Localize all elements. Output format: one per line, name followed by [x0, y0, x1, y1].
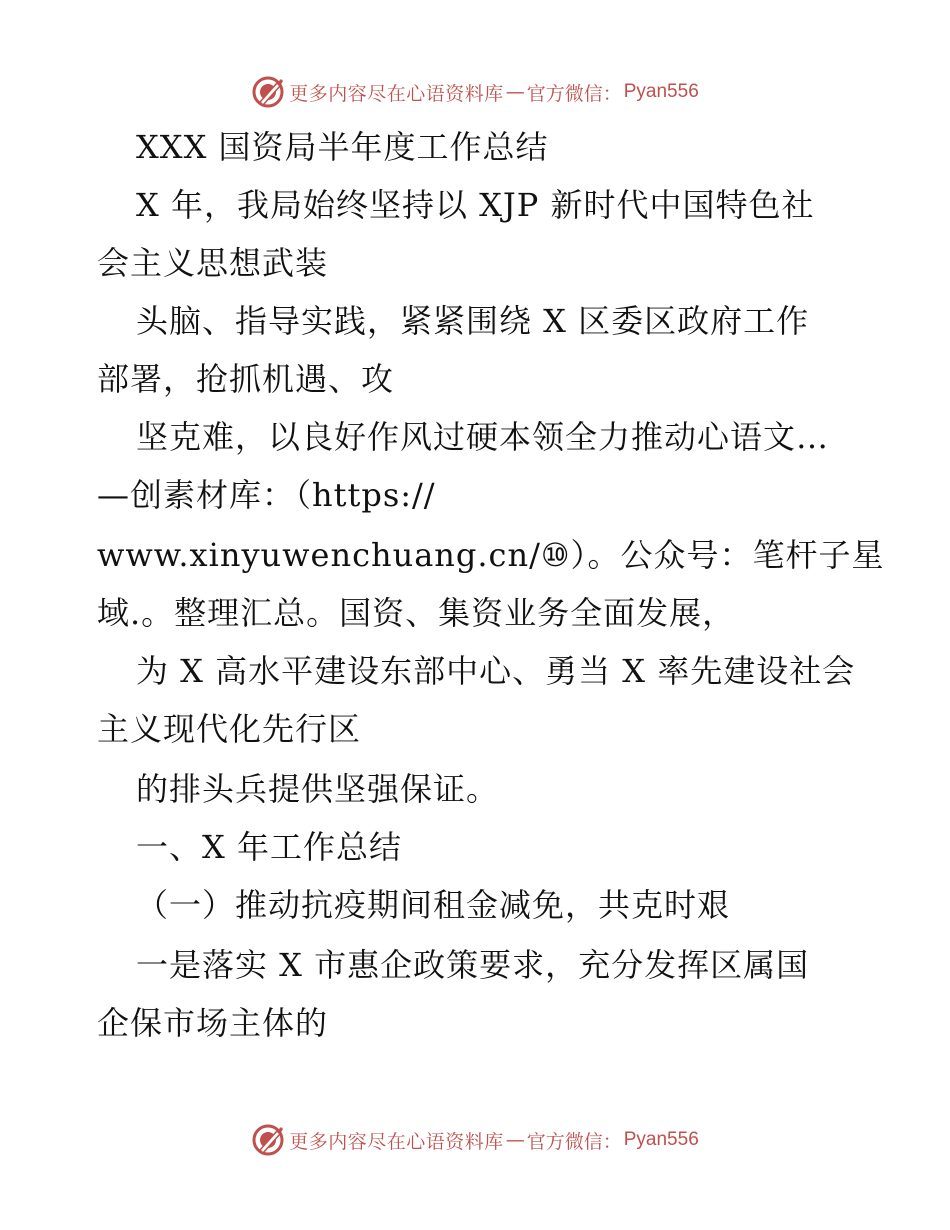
paragraph-line: 企保市场主体的 [97, 1004, 329, 1042]
paragraph-line: —创素材库：（https:// [97, 476, 436, 514]
paragraph-line: www.xinyuwenchuang.cn/⑩）。公众号：笔杆子星 [97, 536, 885, 574]
paragraph-line: 部署，抢抓机遇、攻 [97, 360, 395, 398]
paragraph-line: 的排头兵提供坚强保证。 [136, 770, 500, 808]
paragraph-line: X 年，我局始终坚持以 XJP 新时代中国特色社 [136, 186, 815, 224]
document-title: XXX 国资局半年度工作总结 [136, 128, 549, 166]
footer-watermark-banner [0, 1120, 950, 1160]
paragraph-line: 坚克难，以良好作风过硬本领全力推动心语文… [136, 418, 830, 456]
banner-wechat-id: Pyan556 [623, 81, 699, 102]
banner-separator: — [505, 81, 525, 103]
paragraph-line: 会主义思想武装 [97, 244, 329, 282]
pen-logo-icon [251, 75, 285, 109]
banner-text: 更多内容尽在心语资料库 [289, 1130, 504, 1153]
subsection-heading: （一）推动抗疫期间租金减免，共克时艰 [136, 886, 731, 924]
paragraph-line: 一是落实 X 市惠企政策要求，充分发挥区属国 [136, 946, 810, 984]
pen-logo-icon [251, 1123, 285, 1157]
section-heading: 一、X 年工作总结 [136, 828, 402, 866]
paragraph-line: 头脑、指导实践，紧紧围绕 X 区委区政府工作 [136, 302, 810, 340]
paragraph-line: 域.。整理汇总。国资、集资业务全面发展， [97, 594, 736, 632]
banner-text: 更多内容尽在心语资料库 [289, 82, 504, 105]
paragraph-line: 为 X 高水平建设东部中心、勇当 X 率先建设社会 [136, 652, 856, 690]
header-watermark-banner [0, 72, 950, 112]
paragraph-line: 主义现代化先行区 [97, 710, 362, 748]
banner-wechat-label: 官方微信： [526, 82, 622, 105]
banner-separator: — [505, 1129, 525, 1151]
banner-wechat-label: 官方微信： [526, 1130, 622, 1153]
banner-wechat-id: Pyan556 [623, 1129, 699, 1150]
